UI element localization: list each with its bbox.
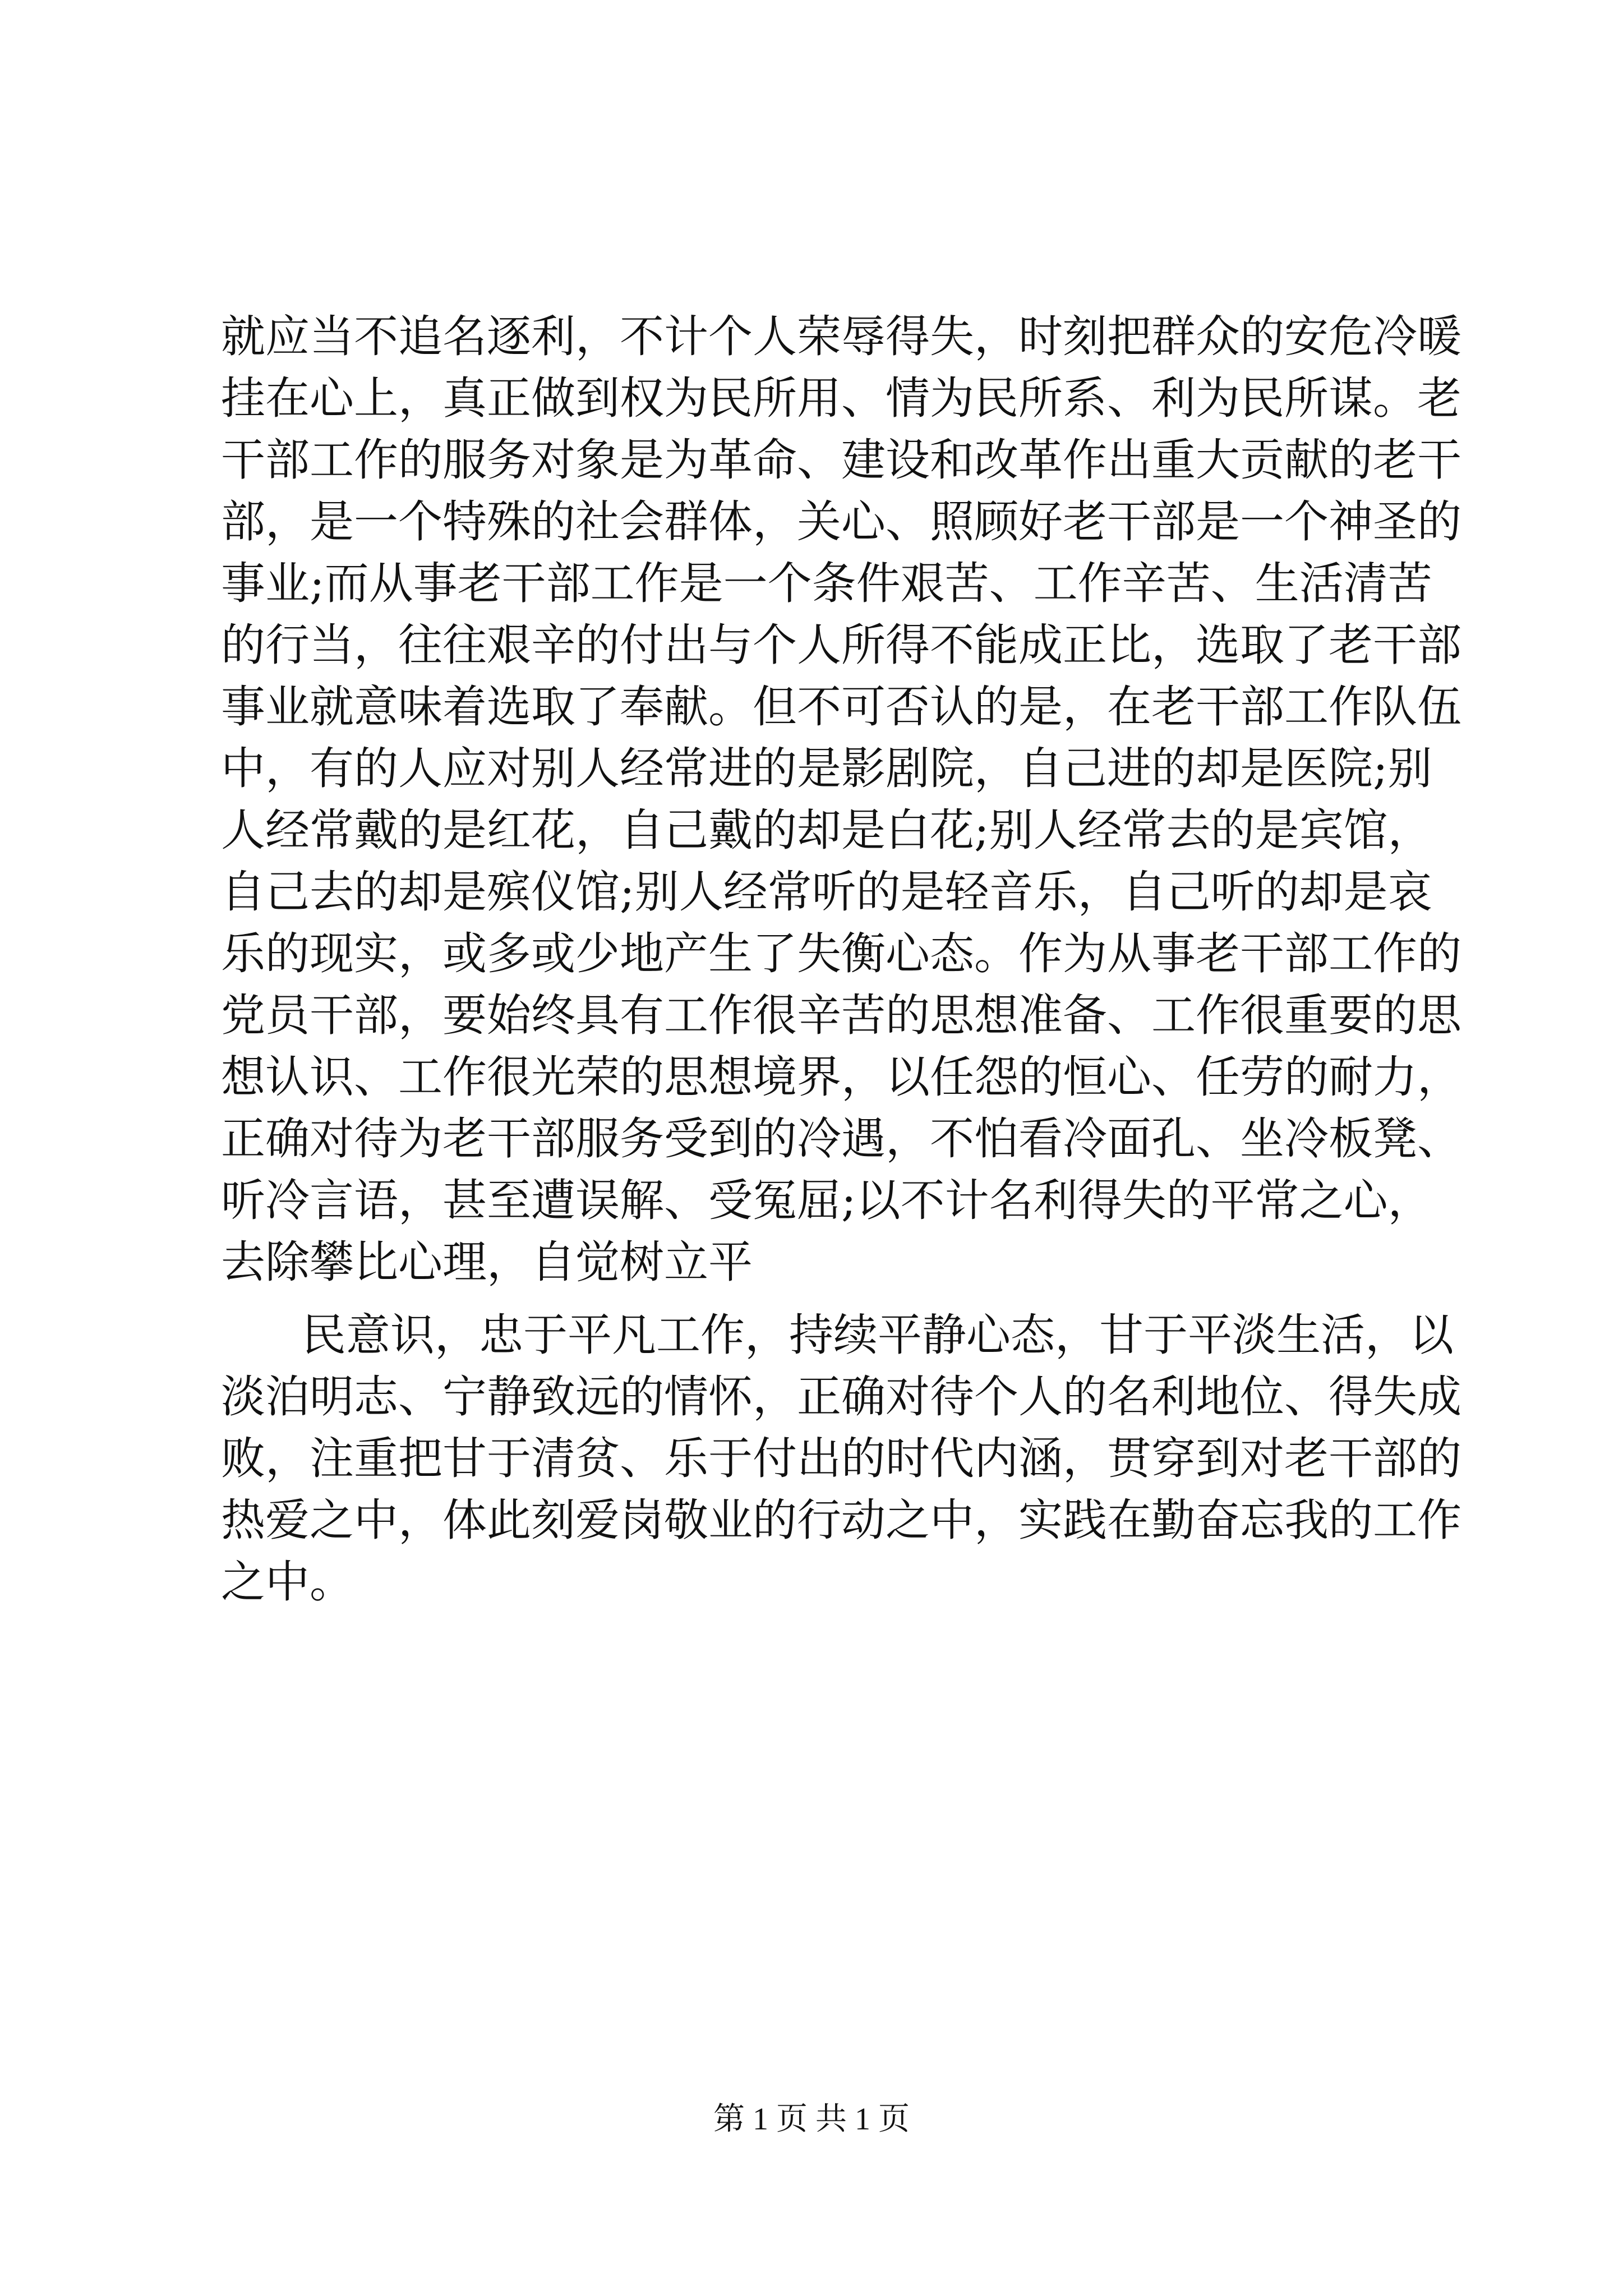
text-line: 正确对待为老干部服务受到的冷遇，不怕看冷面孔、坐冷板凳、 (221, 1113, 1461, 1165)
text-line: 败，注重把甘于清贫、乐于付出的时代内涵，贯穿到对老干部的 (221, 1433, 1461, 1484)
text-line: 人经常戴的是红花，自己戴的却是白花;别人经常去的是宾馆， (221, 804, 1432, 856)
text-line: 自己去的却是殡仪馆;别人经常听的是轻音乐，自己听的却是哀 (221, 866, 1432, 918)
text-line: 中，有的人应对别人经常进的是影剧院，自己进的却是医院;别 (221, 743, 1432, 794)
text-line: 听冷言语，甚至遭误解、受冤屈;以不计名利得失的平常之心， (221, 1175, 1432, 1226)
text-line: 淡泊明志、宁静致远的情怀，正确对待个人的名利地位、得失成 (221, 1371, 1461, 1423)
text-line: 部，是一个特殊的社会群体，关心、照顾好老干部是一个神圣的 (221, 496, 1461, 547)
text-line: 的行当，往往艰辛的付出与个人所得不能成正比，选取了老干部 (221, 619, 1461, 671)
text-line: 就应当不追名逐利，不计个人荣辱得失，时刻把群众的安危冷暖 (221, 311, 1461, 362)
text-line: 去除攀比心理，自觉树立平 (221, 1236, 753, 1288)
paragraph-first-line: 民意识，忠于平凡工作，持续平静心态，甘于平淡生活，以 (302, 1309, 1454, 1361)
text-line: 挂在心上，真正做到权为民所用、情为民所系、利为民所谋。老 (221, 372, 1461, 424)
text-line: 热爱之中，体此刻爱岗敬业的行动之中，实践在勤奋忘我的工作 (221, 1494, 1461, 1546)
text-line: 乐的现实，或多或少地产生了失衡心态。作为从事老干部工作的 (221, 928, 1461, 979)
text-line: 党员干部，要始终具有工作很辛苦的思想准备、工作很重要的思 (221, 990, 1461, 1041)
text-line: 干部工作的服务对象是为革命、建设和改革作出重大贡献的老干 (221, 434, 1461, 486)
page-footer: 第 1 页 共 1 页 (713, 2102, 910, 2137)
text-line: 之中。 (221, 1556, 354, 1608)
text-line: 想认识、工作很光荣的思想境界，以任怨的恒心、任劳的耐力， (221, 1051, 1461, 1103)
text-line: 事业就意味着选取了奉献。但不可否认的是，在老干部工作队伍 (221, 681, 1461, 733)
text-line: 事业;而从事老干部工作是一个条件艰苦、工作辛苦、生活清苦 (221, 558, 1432, 609)
